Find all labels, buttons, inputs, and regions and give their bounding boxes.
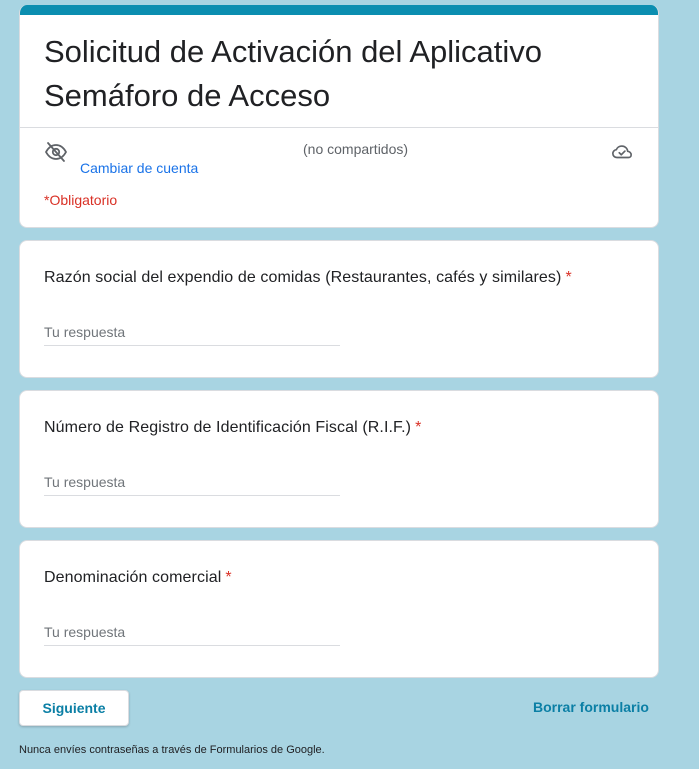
eye-off-icon: [44, 140, 68, 164]
password-warning: Nunca envíes contraseñas a través de Formularios de Google.: [19, 744, 325, 756]
next-button[interactable]: Siguiente: [19, 690, 129, 726]
not-shared-status: (no compartidos): [303, 141, 409, 157]
question-text: Razón social del expendio de comidas (Restaurantes, cafés y similares): [44, 269, 562, 286]
question-card-razon-social: [19, 240, 659, 378]
denominacion-input[interactable]: [44, 619, 340, 646]
form-header-card: [19, 5, 659, 228]
rif-input[interactable]: [44, 469, 340, 496]
cloud-done-icon: [611, 141, 633, 163]
question-card-denominacion: [19, 540, 659, 678]
clear-form-button[interactable]: Borrar formulario: [533, 699, 649, 715]
header-divider: [20, 127, 658, 128]
question-label: [44, 267, 572, 289]
required-asterisk: *: [565, 269, 572, 286]
header-accent-bar: [20, 5, 658, 15]
question-label: [44, 417, 421, 439]
question-card-rif: [19, 390, 659, 528]
required-asterisk: *: [415, 419, 422, 436]
question-text: Número de Registro de Identificación Fiscal (R.I.F.): [44, 419, 412, 436]
switch-account-link[interactable]: Cambiar de cuenta: [80, 160, 199, 176]
question-text: Denominación comercial: [44, 569, 222, 586]
required-note: *Obligatorio: [44, 192, 118, 208]
razon-social-input[interactable]: [44, 319, 340, 346]
question-label: [44, 567, 232, 589]
form-title: Solicitud de Activación del Aplicativo Semáforo de Acceso: [44, 34, 543, 113]
required-asterisk: *: [225, 569, 232, 586]
